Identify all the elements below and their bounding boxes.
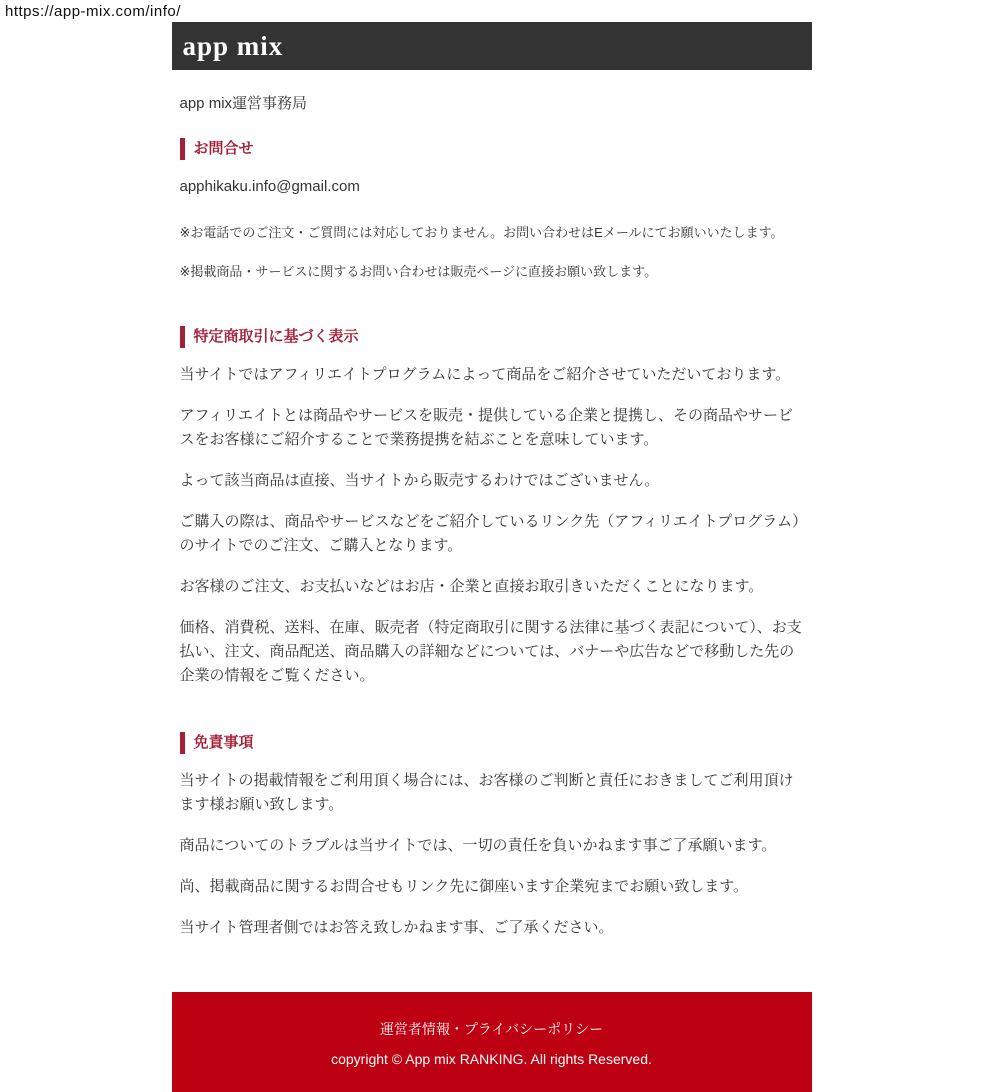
- site-footer: [172, 992, 812, 1092]
- contact-email: apphikaku.info@gmail.com: [179, 177, 360, 195]
- paragraph: 価格、消費税、送料、在庫、販売者（特定商取引に関する法律に基づく表記について）、お支払い、注文、商品配送、商品購入の詳細などについては、バナーや広告などで移動した先の企業の情報をご覧ください。: [179, 618, 802, 684]
- section-heading-commercial-transaction: 特定商取引に基づく表示: [180, 326, 804, 348]
- site-header: [172, 22, 812, 70]
- section-heading-contact: お問合せ: [180, 138, 804, 160]
- paragraph: お客様のご注文、お支払いなどはお店・企業と直接お取引きいただくことになります。: [179, 577, 764, 595]
- footer-copyright: copyright © App mix RANKING. All rights Reserved.: [331, 1050, 652, 1067]
- content-container: [172, 22, 812, 1092]
- paragraph: 商品についてのトラブルは当サイトでは、一切の責任を負いかねます事ご了承願います。: [179, 836, 777, 854]
- main-content: [172, 70, 812, 940]
- paragraph: ご購入の際は、商品やサービスなどをご紹介しているリンク先（アフィリエイトプログラム）のサイトでのご注文、ご購入となります。: [179, 512, 800, 554]
- paragraph: アフィリエイトとは商品やサービスを販売・提供している企業と提携し、その商品やサービスをお客様にご紹介することで業務提携を結ぶことを意味しています。: [179, 406, 794, 448]
- section-commercial-transaction: [180, 326, 804, 688]
- paragraph: 当サイト管理者側ではお答え致しかねます事、ご了承ください。: [179, 918, 614, 936]
- paragraph: 尚、掲載商品に関するお問合せもリンク先に御座います企業宛までお願い致します。: [179, 877, 749, 895]
- paragraph: 当サイトではアフィリエイトプログラムによって商品をご紹介させていただいております。: [179, 365, 791, 383]
- section-disclaimer: [180, 732, 804, 940]
- contact-note-phone: ※お電話でのご注文・ご質問には対応しておりません。お問い合わせはEメールにてお願いいたします。: [179, 224, 784, 240]
- contact-note-products: ※掲載商品・サービスに関するお問い合わせは販売ページに直接お願い致します。: [179, 263, 658, 279]
- section-contact: [180, 138, 804, 282]
- site-logo-text: app mix: [182, 31, 284, 61]
- section-heading-disclaimer: 免責事項: [180, 732, 804, 754]
- paragraph: 当サイトの掲載情報をご利用頂く場合には、お客様のご判断と責任におきましてご利用頂けます様お願い致します。: [179, 771, 794, 813]
- operator-name: app mix運営事務局: [179, 95, 308, 112]
- footer-privacy-policy-link[interactable]: 運営者情報・プライバシーポリシー: [379, 1020, 604, 1037]
- page-url: https://app-mix.com/info/: [5, 3, 181, 20]
- paragraph: よって該当商品は直接、当サイトから販売するわけではございません。: [179, 471, 660, 489]
